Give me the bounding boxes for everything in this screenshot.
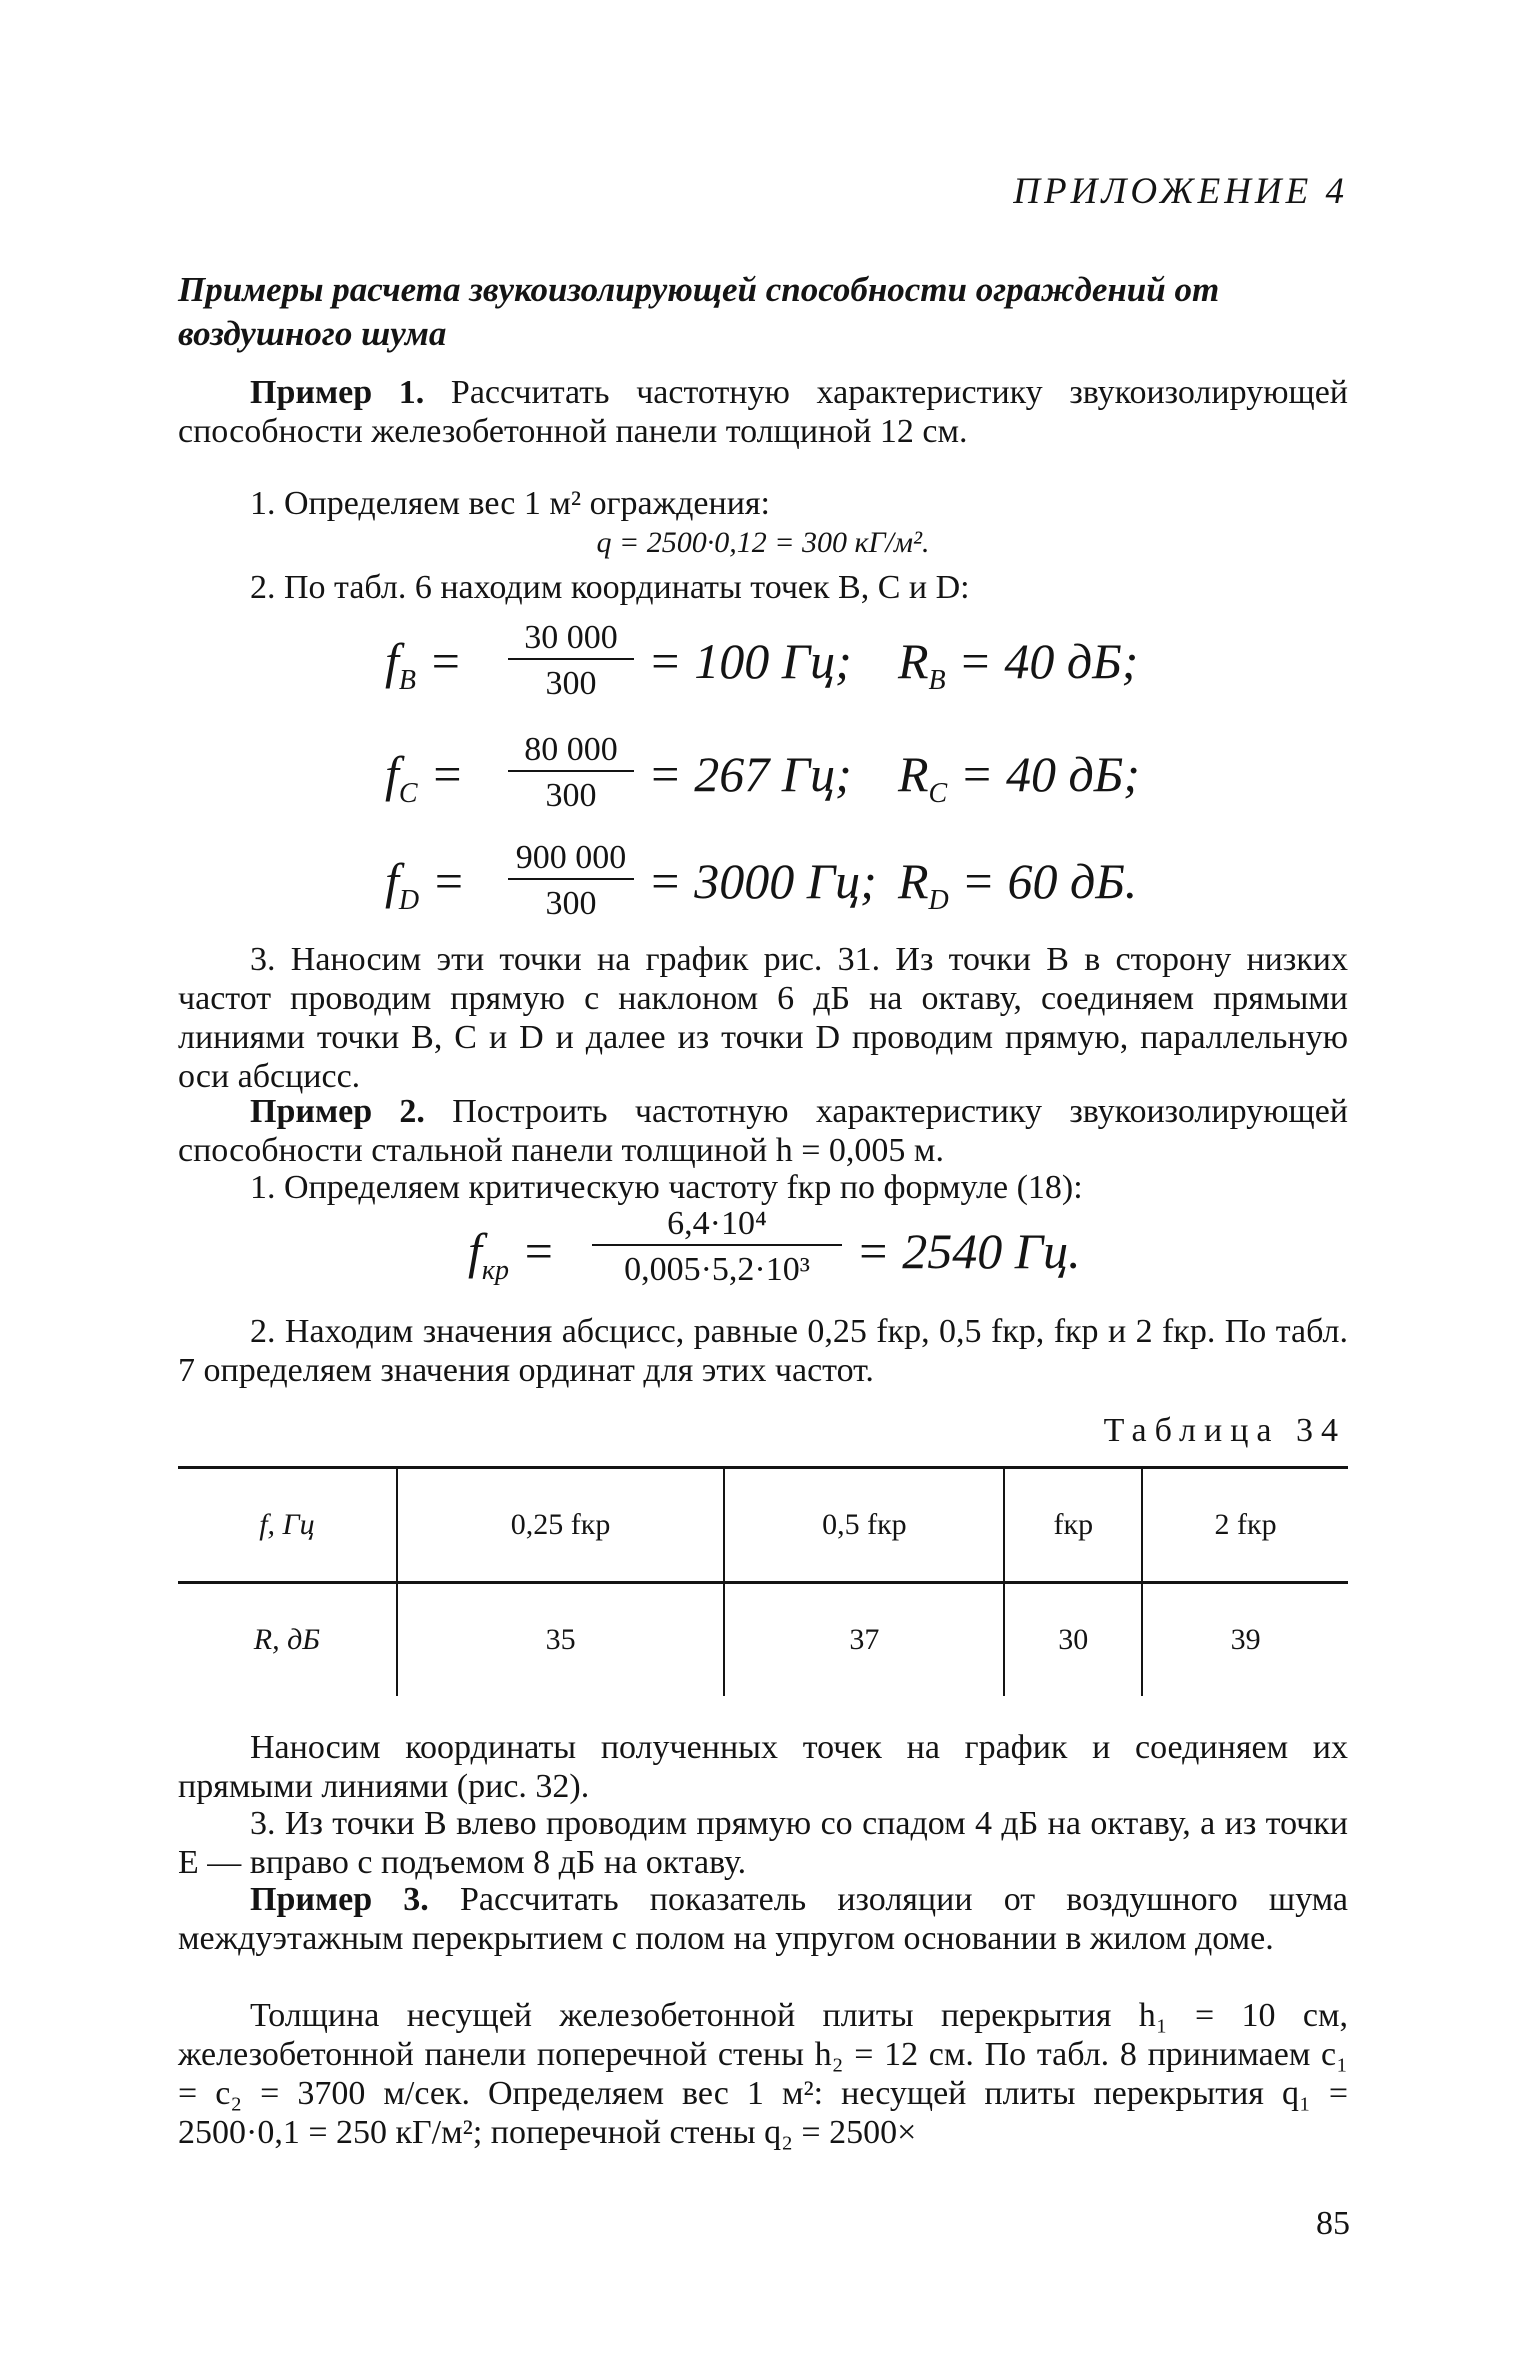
example2-after-table: Наносим координаты полученных точек на график и соединяем их прямыми линиями (рис. 32). (178, 1729, 1348, 1805)
formula-fb-fraction (508, 618, 634, 704)
formula-fd-lhs: $f_D$ = (385, 853, 466, 916)
example1-intro (178, 373, 1348, 451)
formula-fkr-fraction (592, 1204, 842, 1290)
formula-fkr-denominator: 0,005·5,2·10³ (624, 1251, 810, 1288)
example2-label: Пример 2. (250, 1093, 425, 1130)
example1-step1-formula: q = 2500·0,12 = 300 кГ/м². (596, 526, 930, 559)
table-cell: 35 (397, 1583, 725, 1697)
example2-step3: 3. Из точки B влево проводим прямую со спадом 4 дБ на октаву, а из точки E — вправо с подъемом 8 дБ на октаву. (178, 1805, 1348, 1881)
formula-fd-denominator: 300 (545, 885, 597, 922)
formula-fb-denominator: 300 (545, 665, 597, 702)
table-cell: R, дБ (253, 1623, 320, 1656)
example3-label: Пример 3. (250, 1881, 429, 1918)
table-header-cell: 0,5 fкр (724, 1468, 1004, 1583)
example2-step2: 2. Находим значения абсцисс, равные 0,25 fкр, 0,5 fкр, fкр и 2 fкр. По табл. 7 определяем значения ординат для этих частот. (178, 1313, 1348, 1389)
formula-fd-result: = 3000 Гц; (648, 853, 877, 909)
formula-fb-result: = 100 Гц; (648, 633, 852, 689)
table-header-cell: 2 fкр (1142, 1468, 1348, 1583)
table-34 (178, 1466, 1348, 1696)
formula-rb: $R_B = 40$ дБ; (898, 633, 1139, 696)
section-heading: Примеры расчета звукоизолирующей способности ограждений от воздушного шума (178, 270, 1220, 353)
example2-step1: 1. Определяем критическую частоту fкр по формуле (18): (250, 1169, 1083, 1206)
formula-fc-result: = 267 Гц; (648, 746, 852, 802)
table-caption: Таблица 34 (1103, 1412, 1346, 1449)
formula-fkr-lhs: $f_{кр}$ = (468, 1223, 556, 1286)
page-number: 85 (1316, 2205, 1350, 2242)
formula-fd-numerator: 900 000 (508, 838, 634, 880)
table-row (178, 1583, 1348, 1697)
table-cell: 39 (1142, 1583, 1348, 1697)
example3-text: Рассчитать показатель изоляции от воздушного шума междуэтажным перекрытием с полом на упругом основании в жилом доме. (178, 1881, 1348, 1957)
table-header-cell: fкр (1004, 1468, 1142, 1583)
table-cell: 30 (1004, 1583, 1142, 1697)
formula-fc-fraction (508, 730, 634, 816)
example1-text: Рассчитать частотную характеристику звукоизолирующей способности железобетонной панели толщиной 12 см. (178, 374, 1348, 450)
example1-step2: 2. По табл. 6 находим координаты точек B, C и D: (250, 569, 970, 606)
example1-step1: 1. Определяем вес 1 м² ограждения: (250, 485, 770, 522)
table-header-row (178, 1468, 1348, 1583)
formula-fc-numerator: 80 000 (508, 730, 634, 772)
formula-fb-lhs: $f_B$ = (385, 633, 463, 696)
example2-intro (178, 1092, 1348, 1170)
formula-fkr-numerator: 6,4·10⁴ (592, 1204, 842, 1246)
appendix-title: ПРИЛОЖЕНИЕ 4 (1013, 171, 1348, 212)
table-cell: 37 (724, 1583, 1004, 1697)
formula-fb-numerator: 30 000 (508, 618, 634, 660)
formula-rd: $R_D = 60$ дБ. (898, 853, 1138, 916)
example3-intro (178, 1880, 1348, 1958)
table-header-cell: f, Гц (178, 1468, 397, 1583)
formula-fc-denominator: 300 (545, 777, 597, 814)
example1-step3: 3. Наносим эти точки на график рис. 31. Из точки B в сторону низких частот проводим прямую с наклоном 6 дБ на октаву, соединяем прямыми линиями точки B, C и D и далее из точки D проводим прямую, параллельную оси абсцисс. (178, 941, 1348, 1095)
formula-rc: $R_C = 40$ дБ; (898, 746, 1140, 809)
example3-paragraph: Толщина несущей железобетонной плиты перекрытия h₁ = 10 см, железобетонной панели поперечной стены h₂ = 12 см. По табл. 8 принимаем c₁ = c₂ = 3700 м/сек. Определяем вес 1 м²: несущей плиты перекрытия q₁ = 2500·0,1 = 250 кГ/м²; поперечной стены q₂ = 2500× (178, 1997, 1348, 2151)
example2-text: Построить частотную характеристику звукоизолирующей способности стальной панели толщиной h = 0,005 м. (178, 1093, 1348, 1169)
table-header-cell: 0,25 fкр (397, 1468, 725, 1583)
formula-fkr-result: = 2540 Гц. (856, 1223, 1081, 1279)
formula-fc-lhs: $f_C$ = (385, 746, 464, 809)
example1-label: Пример 1. (250, 374, 425, 411)
formula-fd-fraction (508, 838, 634, 924)
